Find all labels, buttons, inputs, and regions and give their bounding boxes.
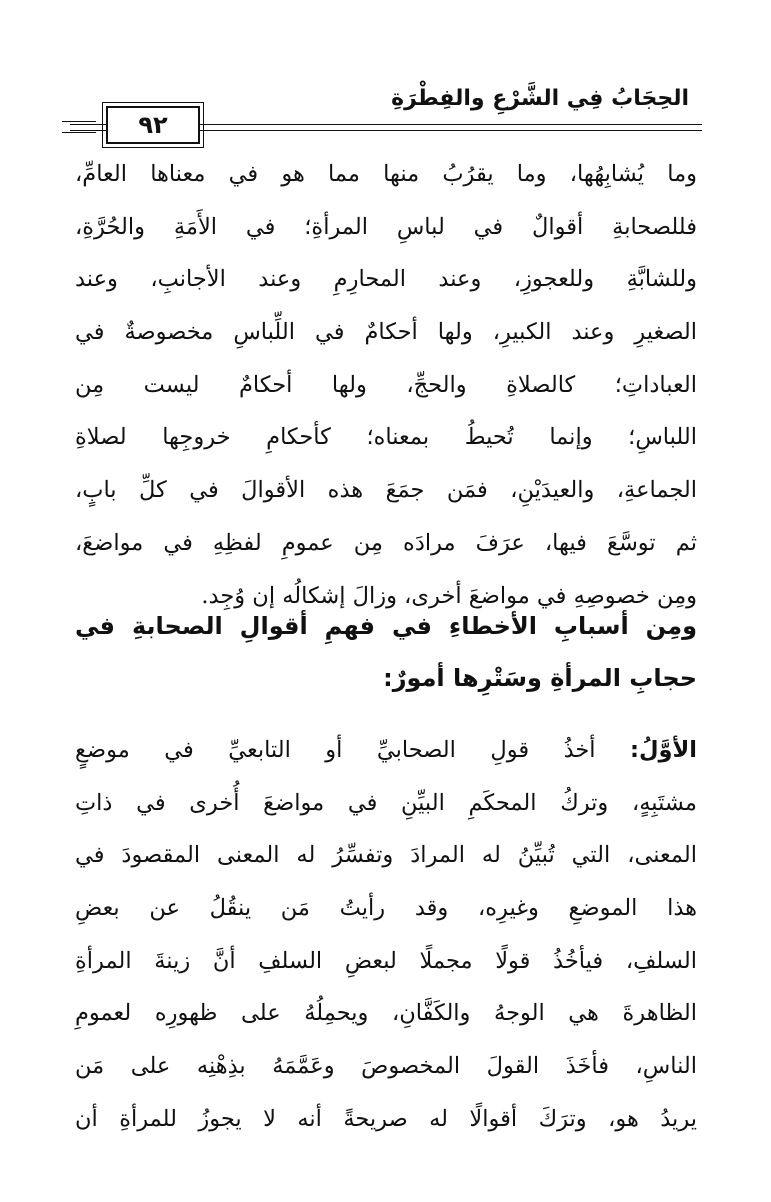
text-line: السلفِ، فيأخُذُ قولًا مجملًا لبعضِ السلفِ أنَّ زينةَ المرأةِ: [75, 947, 697, 974]
paragraph-1: [75, 148, 697, 622]
header-rule-stub: [62, 121, 96, 133]
text-line: هذا الموضعِ وغيرِه، وقد رأيتُ مَن ينقُلُ عن بعضِ: [75, 895, 697, 922]
running-title: الحِجَابُ فِي الشَّرْعِ والفِطْرَةِ: [391, 86, 689, 111]
heading-line: ومِن أسبابِ الأخطاءِ في فهمِ أقوالِ الصحابةِ في: [75, 612, 697, 640]
heading-line: حجابِ المرأةِ وسَتْرِها أمورٌ:: [383, 664, 697, 692]
paragraph-2: [75, 724, 697, 1146]
text-line: يريدُ هو، وترَكَ أقوالًا له صريحةً أنه لا يجوزُ للمرأةِ أن: [75, 1105, 697, 1132]
section-heading: [75, 600, 697, 704]
text-line: وللشابَّةِ وللعجوزِ، وعند المحارِمِ وعند الأجانبِ، وعند: [75, 266, 697, 293]
text-run: أخذُ قولِ الصحابيِّ أو التابعيِّ في موضعٍ: [75, 737, 631, 763]
text-line: اللباسِ؛ وإنما تُحيطُ بمعناه؛ كأحكامِ خروجِها لصلاةِ: [75, 424, 697, 451]
text-line: وما يُشابِهُها، وما يقرُبُ منها مما هو في معناها العامِّ،: [75, 161, 697, 187]
page-number: ٩٢: [106, 106, 200, 144]
text-line: مشتَبِهٍ، وتركُ المحكَمِ البيِّنِ في مواضعَ أُخرى في ذاتِ: [75, 789, 697, 816]
point-label: الأوَّلُ:: [630, 737, 697, 763]
text-line-first: [75, 724, 697, 777]
text-line: المعنى، التي تُبيِّنُ له المرادَ وتفسِّرُ له المعنى المقصودَ في: [75, 842, 697, 869]
text-line: الجماعةِ، والعيدَيْنِ، فمَن جمَعَ هذه الأقوالَ في كلِّ بابٍ،: [75, 477, 697, 504]
text-line: ومِن خصوصِهِ في مواضعَ أخرى، وزالَ إشكالُه إن وُجِد.: [201, 582, 697, 609]
text-line: الصغيرِ وعند الكبيرِ، ولها أحكامٌ في اللِّباسِ مخصوصةٌ في: [75, 319, 697, 346]
text-line: الناسِ، فأخَذَ القولَ المخصوصَ وعَمَّمَهُ بذِهْنِه على مَن: [75, 1053, 697, 1080]
text-line: الظاهرةَ هي الوجهُ والكَفَّانِ، ويحمِلُهُ على ظهورِه لعمومِ: [75, 1000, 697, 1027]
text-line: فللصحابةِ أقوالٌ في لباسِ المرأةِ؛ في الأَمَةِ والحُرَّةِ،: [75, 213, 697, 240]
text-line: ثم توسَّعَ فيها، عرَفَ مرادَه مِن عمومِ لفظِهِ في مواضعَ،: [75, 529, 697, 556]
text-line: العباداتِ؛ كالصلاةِ والحجِّ، ولها أحكامٌ ليست مِن: [75, 371, 697, 398]
